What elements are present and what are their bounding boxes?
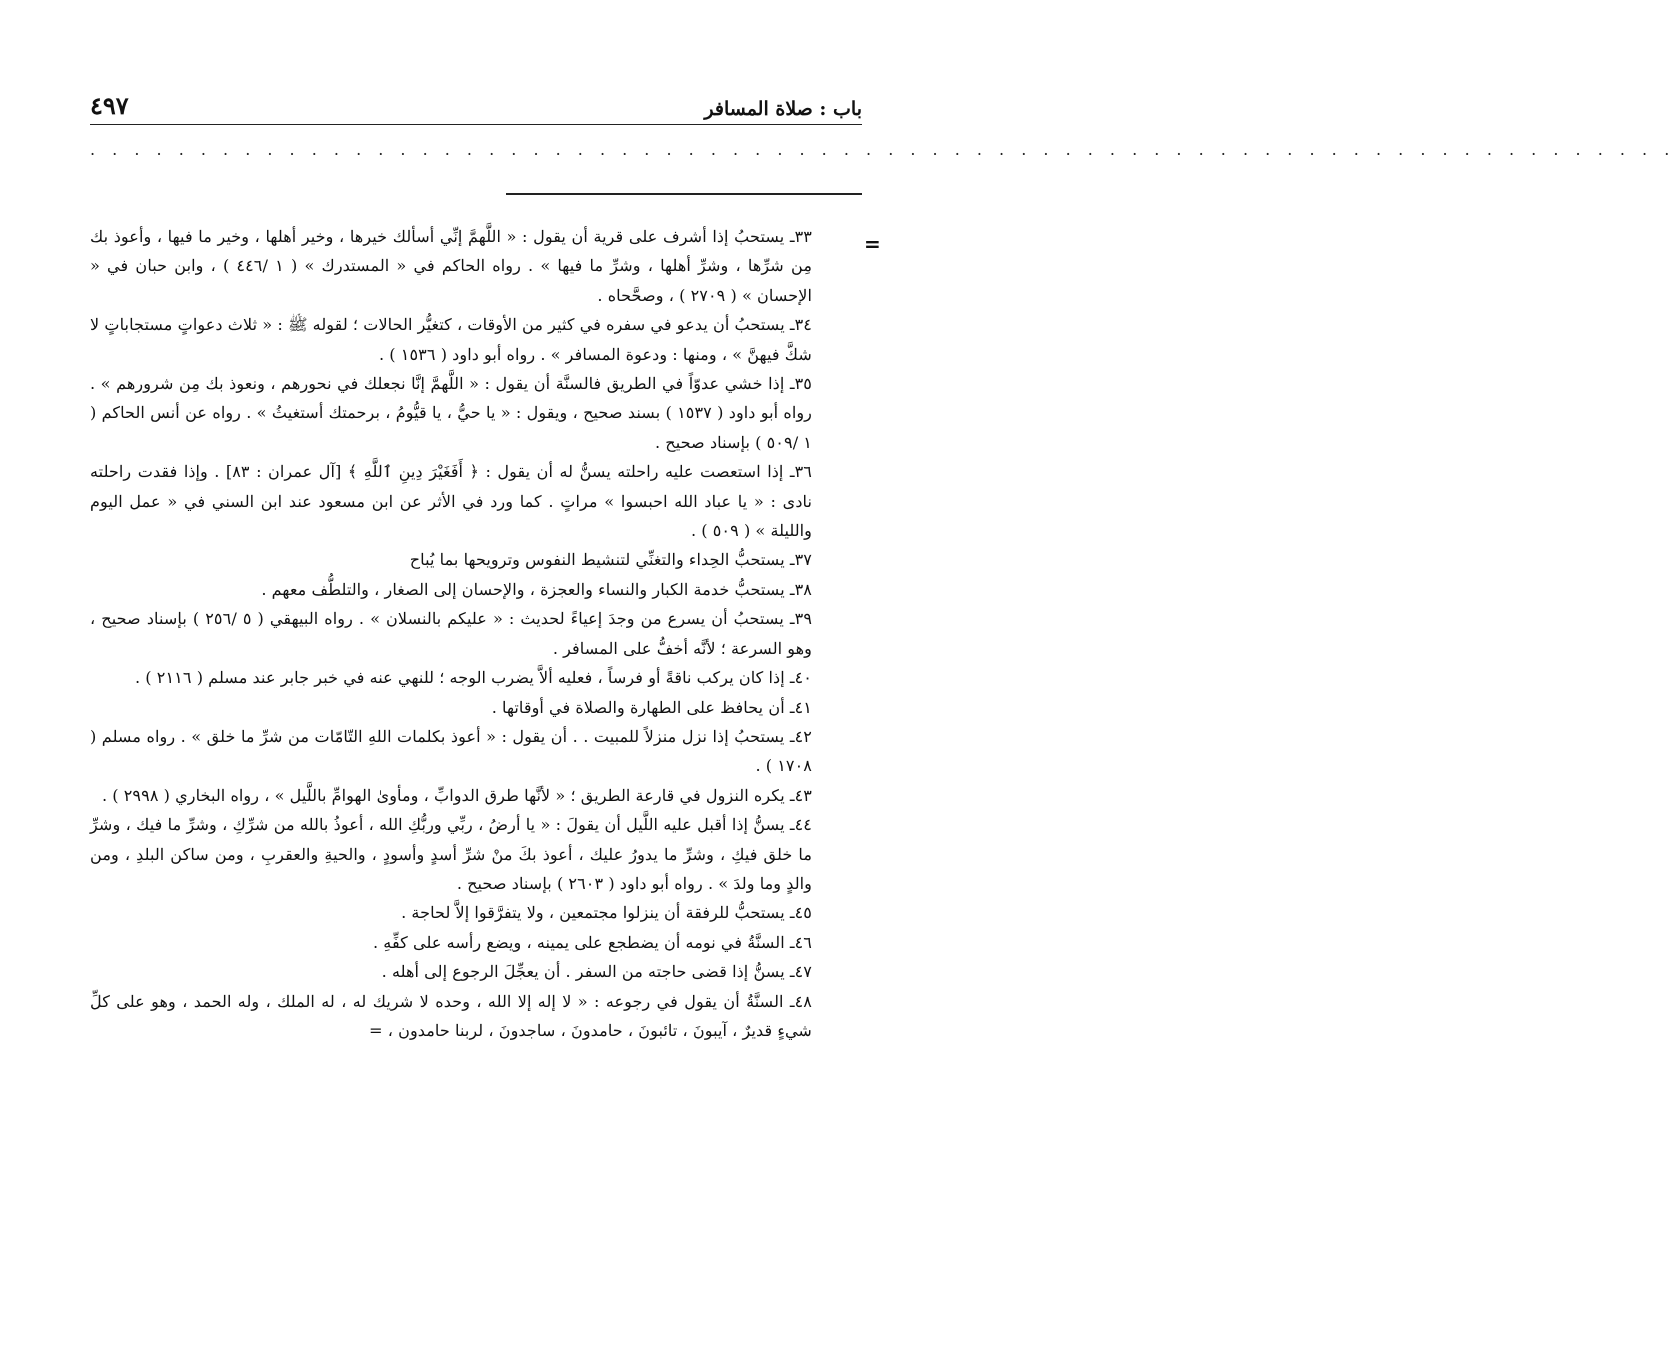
numbered-item-45: ٤٥ـ يستحبُّ للرفقة أن ينزلوا مجتمعين ، ولا يتفرَّقوا إلاَّ لحاجة . [401,903,812,923]
numbered-item-36: ٣٦ـ إذا استعصت عليه راحلته يسنُّ له أن يقول : ﴿ أَفَغَيْرَ دِينِ ٱللَّهِ ﴾ [آل عمران : ٨٣] . وإذا فقدت راحلته نادى : « يا عباد الله احبسوا » مراتٍ . كما ورد في الأثر عن ابن مسعود عند ابن السني في « عمل اليوم والليلة » ( ٥٠٩ ) . [90,462,812,541]
numbered-item-37: ٣٧ـ يستحبُّ الحِداء والتغنِّي لتنشيط النفوس وترويحها بما يُباح [409,550,812,570]
numbered-item-39: ٣٩ـ يستحبُ أن يسرع من وجدَ إعياءً لحديث : « عليكم بالنسلان » . رواه البيهقي ( ٥ /٢٥٦ ) بإسناد صحيح ، وهو السرعة ؛ لأنَّه أخفُّ على المسافر . [90,609,813,658]
running-title: باب : صلاة المسافر [704,98,862,120]
numbered-item-43: ٤٣ـ يكره النزول في قارعة الطريق ؛ « لأنَّها طرق الدوابِّ ، ومأوىٰ الهوامِّ باللَّيل » ، رواه البخاري ( ٢٩٩٨ ) . [101,785,812,805]
numbered-item-34: ٣٤ـ يستحبُ أن يدعو في سفره في كثير من الأوقات ، كتغيُّر الحالات ؛ لقوله ﷺ : « ثلاث دعواتٍ مستجاباتٍ لا شكَّ فيهنَّ » ، ومنها : ودعوة المسافر » . رواه أبو داود ( ١٥٣٦ ) . [90,315,812,364]
numbered-item-48: ٤٨ـ السنَّةُ أن يقول في رجوعه : « لا إله إلا الله ، وحده لا شريك له ، له الملك ، وله الحمد ، وهو على كلِّ شيءٍ قديرٌ ، آيبونَ ، تائبونَ ، حامدونَ ، ساجدونَ ، لربنا حامدون ، = [90,991,812,1040]
dotted-separator: . . . . . . . . . . . . . . . . . . . . . . . . . . . . . . . . . . . . . . . . . . . . . . . . . . . . . . . . . . . . . . . . . . . . . . . . [90,140,1675,159]
numbered-item-40: ٤٠ـ إذا كان يركب ناقةً أو فرساً ، فعليه ألاَّ يضرب الوجه ؛ للنهي عنه في خبر جابر عند مسلم ( ٢١١٦ ) . [135,668,812,688]
numbered-item-38: ٣٨ـ يستحبُّ خدمة الكبار والنساء والعجزة ، والإحسان إلى الصغار ، والتلطُّف معهم . [261,579,812,599]
numbered-item-42: ٤٢ـ يستحبُ إذا نزل منزلاً للمبيت . . أن يقول : « أعوذ بكلمات اللهِ التّامّات من شرِّ ما خلق » . رواه مسلم ( ١٧٠٨ ) . [90,726,812,776]
continuation-mark: = [864,232,881,256]
page-number: ٤٩٧ [90,91,129,120]
numbered-item-44: ٤٤ـ يسنُّ إذا أقبل عليه اللَّيل أن يقولَ : « يا أرضُ ، ربِّي وربُّكِ الله ، أعوذُ بالله من شرِّكِ ، وشرِّ ما فيك ، وشرِّ ما خلق فيكِ ، وشرِّ ما يدورُ عليك ، أعوذ بكَ منْ شرِّ أسدٍ وأسودٍ ، والحيةِ والعقربِ ، ومن ساكن البلدِ ، ومن والدٍ وما ولدَ » . رواه أبو داود ( ٢٦٠٣ ) بإسناد صحيح . [90,815,812,893]
header-rule [90,124,862,125]
numbered-item-41: ٤١ـ أن يحافظ على الطهارة والصلاة في أوقاتها . [491,697,812,717]
numbered-item-35: ٣٥ـ إذا خشي عدوّاً في الطريق فالسنَّة أن يقول : « اللَّهمَّ إنَّا نجعلك في نحورهم ، ونعوذ بك مِن شرورهم » . رواه أبو داود ( ١٥٣٧ ) بسند صحيح ، ويقول : « يا حيُّ ، يا قيُّومُ ، برحمتك أستغيثُ » . رواه عن أنس الحاكم ( ١ /٥٠٩ ) بإسناد صحيح . [90,374,812,452]
footnote-separator-rule [506,193,862,195]
numbered-item-47: ٤٧ـ يسنُّ إذا قضى حاجته من السفر . أن يعجِّلَ الرجوع إلى أهله . [381,962,812,982]
page-header [90,86,862,120]
numbered-item-33: ٣٣ـ يستحبُ إذا أشرف على قرية أن يقول : « اللَّهمَّ إنِّي أسألك خيرها ، وخير أهلها ، وخير ما فيها ، وأعوذ بك مِن شرِّها ، وشرِّ أهلها ، وشرِّ ما فيها » . رواه الحاكم في « المستدرك » ( ١ /٤٤٦ ) ، وابن حبان في « الإحسان » ( ٢٧٠٩ ) ، وصحَّحاه . [90,227,812,305]
footnote-body [90,222,812,1045]
numbered-item-46: ٤٦ـ السنَّةُ في نومه أن يضطجع على يمينه ، ويضع رأسه على كفِّهِ . [373,932,812,952]
